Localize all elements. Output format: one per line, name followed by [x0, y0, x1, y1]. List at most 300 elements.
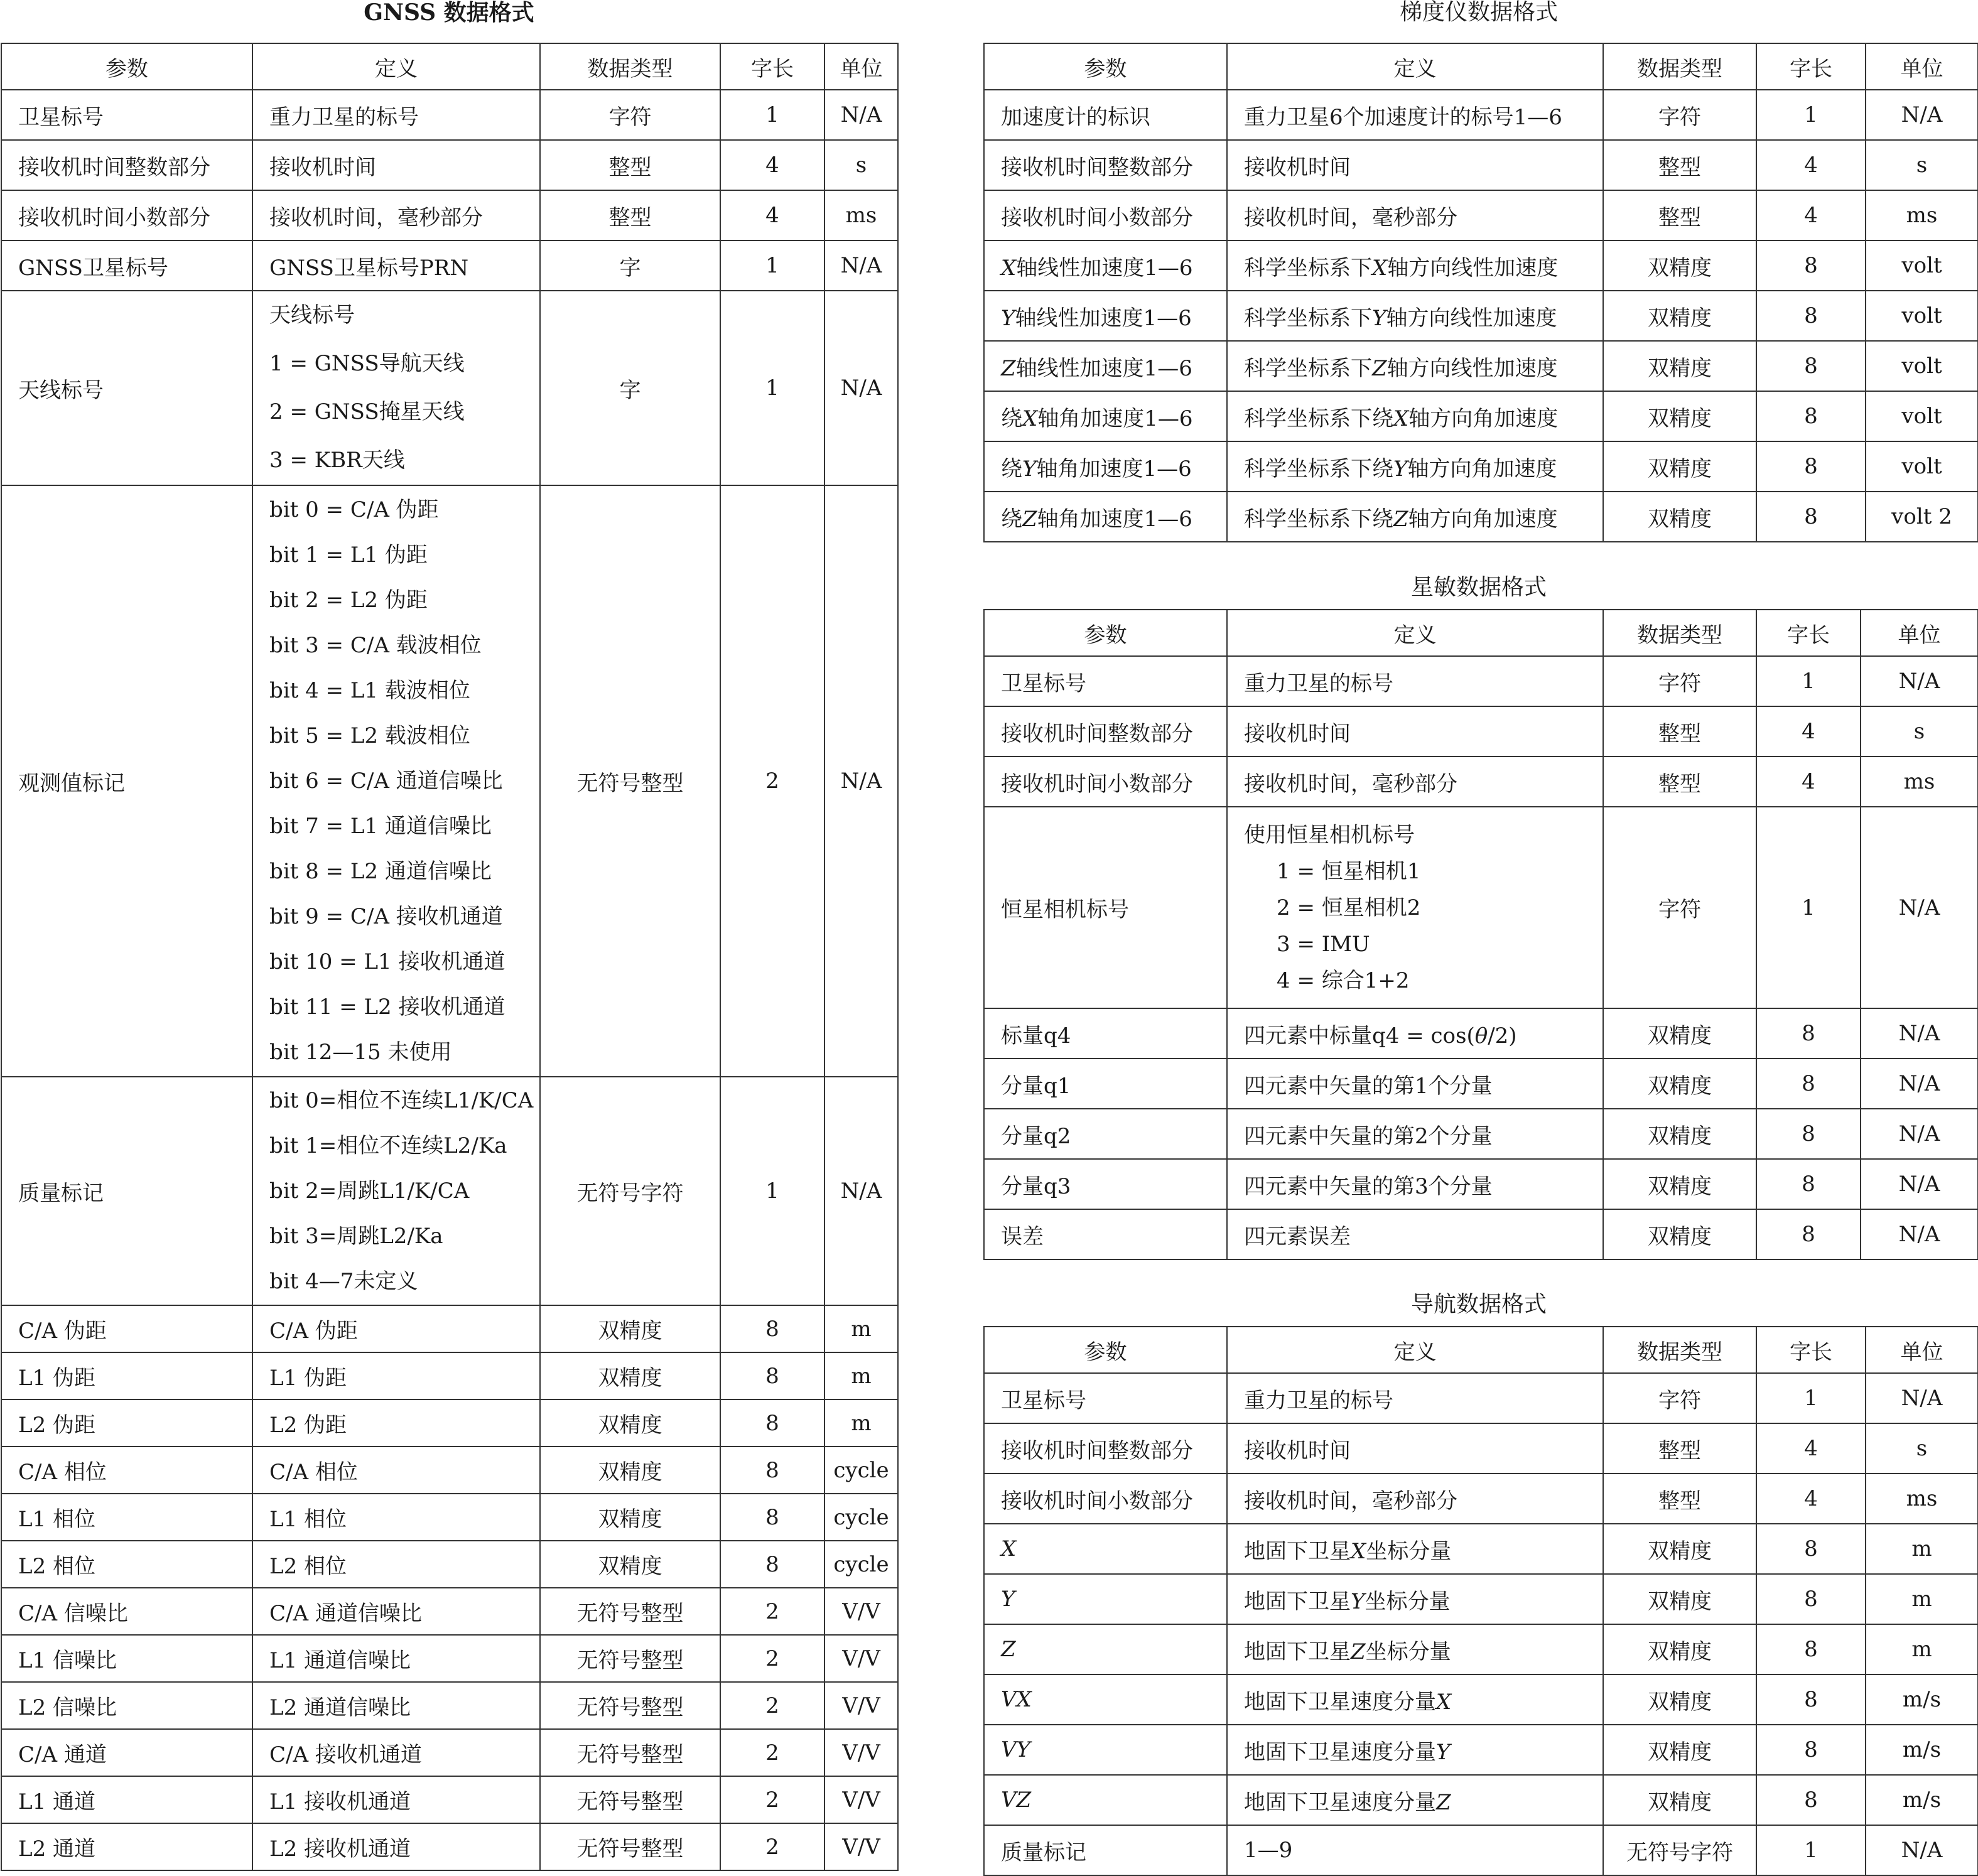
- cell-param: 卫星标号: [984, 656, 1227, 706]
- cell-data-type: 双精度: [1603, 1524, 1756, 1574]
- cell-word-length: 2: [720, 1823, 824, 1870]
- cell-definition-list: [252, 1077, 540, 1305]
- table-row: [984, 1373, 1978, 1423]
- table-row: [1, 190, 898, 240]
- cell-definition: 重力卫星的标号: [1227, 1373, 1603, 1423]
- cell-param: [984, 1725, 1227, 1775]
- cell-data-type: 无符号字符: [540, 1077, 720, 1305]
- definition-text: 轴方向角加速度: [1407, 456, 1557, 482]
- header-data-type: 数据类型: [1603, 43, 1756, 90]
- cell-word-length: 4: [1756, 1474, 1866, 1524]
- cell-word-length: 8: [720, 1447, 824, 1494]
- cell-data-type: 无符号字符: [1603, 1825, 1756, 1875]
- cell-data-type: 双精度: [1603, 291, 1756, 341]
- definition-line: bit 11 = L2 接收机通道: [269, 995, 505, 1020]
- navigation-table: [983, 1326, 1978, 1876]
- cell-unit: N/A: [824, 240, 898, 291]
- cell-data-type: 无符号整型: [540, 1776, 720, 1823]
- table-header-row: [1, 43, 898, 90]
- definition-text: 科学坐标系下: [1244, 355, 1372, 381]
- cell-unit: cycle: [824, 1494, 898, 1541]
- definition-line: bit 4 = L1 载波相位: [269, 678, 470, 703]
- cell-unit: m/s: [1866, 1674, 1978, 1725]
- cell-word-length: 8: [1756, 1775, 1866, 1825]
- axis-symbol: Y: [1001, 305, 1015, 331]
- cell-word-length: 8: [1756, 1109, 1861, 1159]
- table-row: [984, 1624, 1978, 1674]
- cell-definition: [1227, 1775, 1603, 1825]
- cell-definition: 四元素误差: [1227, 1209, 1603, 1259]
- cell-unit: N/A: [824, 90, 898, 140]
- coordinate-symbol: Z: [1001, 1637, 1016, 1662]
- definition-text: 轴方向角加速度: [1408, 406, 1559, 431]
- definition-line: bit 0=相位不连续L1/K/CA: [269, 1088, 534, 1113]
- cell-data-type: 双精度: [540, 1494, 720, 1541]
- definition-text: 四元素中标量q4 = cos(: [1244, 1023, 1475, 1049]
- definition-line: 1 = GNSS导航天线: [269, 351, 465, 376]
- cell-definition: 接收机时间: [1227, 140, 1603, 190]
- cell-word-length: 1: [720, 240, 824, 291]
- cell-word-length: 8: [1756, 441, 1866, 492]
- header-definition: 定义: [1227, 43, 1603, 90]
- cell-unit: m: [824, 1399, 898, 1447]
- cell-data-type: 双精度: [1603, 1059, 1756, 1109]
- axis-symbol: Z: [1436, 1789, 1451, 1815]
- table-header-row: [984, 1327, 1978, 1373]
- cell-word-length: 1: [1756, 90, 1866, 140]
- cell-definition-list: [252, 485, 540, 1077]
- cell-word-length: 8: [1756, 1209, 1861, 1259]
- cell-unit: V/V: [824, 1776, 898, 1823]
- table-row: [1, 1494, 898, 1541]
- cell-unit: volt: [1866, 441, 1978, 492]
- cell-word-length: 2: [720, 1682, 824, 1729]
- definition-line: 天线标号: [269, 303, 355, 328]
- cell-definition: 1—9: [1227, 1825, 1603, 1875]
- axis-symbol: X: [1393, 406, 1409, 431]
- cell-unit: N/A: [1861, 1059, 1978, 1109]
- cell-unit: ms: [1866, 1474, 1978, 1524]
- axis-symbol: Z: [1022, 506, 1037, 532]
- cell-data-type: 整型: [1603, 1474, 1756, 1524]
- cell-definition: [1227, 1008, 1603, 1059]
- cell-definition: L1 伪距: [252, 1352, 540, 1399]
- cell-param: 天线标号: [1, 291, 252, 485]
- cell-data-type: 字符: [540, 90, 720, 140]
- axis-symbol: X: [1001, 255, 1017, 281]
- param-text: 轴角加速度1—6: [1036, 456, 1192, 482]
- cell-unit: N/A: [1861, 1008, 1978, 1059]
- table-row: [1, 1352, 898, 1399]
- cell-param: 接收机时间小数部分: [984, 757, 1227, 807]
- header-definition: 定义: [252, 43, 540, 90]
- cell-param: [984, 1624, 1227, 1674]
- table-header-row: [984, 610, 1978, 656]
- cell-param: 加速度计的标识: [984, 90, 1227, 140]
- cell-definition: [1227, 1524, 1603, 1574]
- cell-word-length: 8: [1756, 1008, 1861, 1059]
- cell-data-type: 字符: [1603, 90, 1756, 140]
- gnss-table-title: GNSS 数据格式: [364, 0, 534, 26]
- cell-word-length: 8: [1756, 1624, 1866, 1674]
- definition-text: 地固下卫星速度分量: [1244, 1789, 1436, 1815]
- cell-unit: N/A: [824, 1077, 898, 1305]
- cell-param: L1 相位: [1, 1494, 252, 1541]
- cell-unit: cycle: [824, 1541, 898, 1588]
- table-row: [1, 1776, 898, 1823]
- cell-unit: N/A: [1861, 1159, 1978, 1209]
- cell-unit: s: [1866, 140, 1978, 190]
- cell-word-length: 1: [1756, 807, 1861, 1008]
- cell-definition: 接收机时间，毫秒部分: [1227, 1474, 1603, 1524]
- cell-definition: 重力卫星6个加速度计的标号1—6: [1227, 90, 1603, 140]
- cell-data-type: 整型: [1603, 1423, 1756, 1474]
- cell-word-length: 8: [1756, 341, 1866, 391]
- table-row: [984, 757, 1978, 807]
- cell-word-length: 4: [1756, 190, 1866, 240]
- cell-data-type: 双精度: [1603, 1574, 1756, 1624]
- cell-data-type: 双精度: [1603, 240, 1756, 291]
- definition-line: bit 9 = C/A 接收机通道: [269, 904, 503, 929]
- cell-param: 误差: [984, 1209, 1227, 1259]
- cell-word-length: 1: [720, 291, 824, 485]
- param-text: 轴角加速度1—6: [1037, 506, 1192, 532]
- theta-symbol: θ: [1474, 1023, 1488, 1049]
- definition-line: bit 0 = C/A 伪距: [269, 497, 439, 522]
- cell-definition: C/A 接收机通道: [252, 1729, 540, 1776]
- cell-definition: 接收机时间: [252, 140, 540, 190]
- header-param: 参数: [984, 610, 1227, 656]
- table-row: [1, 1541, 898, 1588]
- axis-symbol: Y: [1372, 305, 1386, 331]
- cell-definition: 四元素中矢量的第1个分量: [1227, 1059, 1603, 1109]
- cell-data-type: 整型: [1603, 190, 1756, 240]
- definition-line: bit 10 = L1 接收机通道: [269, 949, 505, 974]
- table-row: [984, 391, 1978, 441]
- cell-param: L2 相位: [1, 1541, 252, 1588]
- table-row: [984, 1423, 1978, 1474]
- cell-unit: ms: [1861, 757, 1978, 807]
- header-definition: 定义: [1227, 1327, 1603, 1373]
- cell-param: C/A 相位: [1, 1447, 252, 1494]
- cell-param: 标量q4: [984, 1008, 1227, 1059]
- cell-definition: L2 接收机通道: [252, 1823, 540, 1870]
- definition-line: bit 1 = L1 伪距: [269, 542, 428, 568]
- cell-data-type: 双精度: [1603, 1674, 1756, 1725]
- header-unit: 单位: [1861, 610, 1978, 656]
- cell-unit: s: [1861, 706, 1978, 757]
- star-sensor-table: [983, 609, 1978, 1260]
- cell-unit: volt: [1866, 391, 1978, 441]
- cell-unit: V/V: [824, 1729, 898, 1776]
- cell-data-type: 双精度: [1603, 492, 1756, 542]
- table-row: [984, 1474, 1978, 1524]
- table-row: [1, 485, 898, 1077]
- definition-text: 轴方向线性加速度: [1387, 255, 1559, 281]
- cell-data-type: 双精度: [540, 1305, 720, 1352]
- cell-definition: 重力卫星的标号: [252, 90, 540, 140]
- cell-definition: L2 通道信噪比: [252, 1682, 540, 1729]
- cell-definition: 四元素中矢量的第3个分量: [1227, 1159, 1603, 1209]
- header-word-length: 字长: [1756, 610, 1861, 656]
- cell-unit: V/V: [824, 1682, 898, 1729]
- cell-param: [984, 391, 1227, 441]
- cell-unit: N/A: [824, 485, 898, 1077]
- table-row: [1, 1635, 898, 1682]
- axis-symbol: Z: [1351, 1639, 1366, 1664]
- cell-param: 分量q1: [984, 1059, 1227, 1109]
- cell-param: 分量q3: [984, 1159, 1227, 1209]
- cell-data-type: 双精度: [1603, 1775, 1756, 1825]
- cell-unit: V/V: [824, 1588, 898, 1635]
- cell-param: 接收机时间整数部分: [984, 140, 1227, 190]
- coordinate-symbol: Y: [1001, 1587, 1015, 1612]
- cell-param: 恒星相机标号: [984, 807, 1227, 1008]
- definition-text: 坐标分量: [1365, 1588, 1451, 1614]
- cell-word-length: 8: [720, 1399, 824, 1447]
- definition-line: 3 = KBR天线: [269, 448, 405, 473]
- cell-unit: m: [1866, 1524, 1978, 1574]
- cell-param: L1 信噪比: [1, 1635, 252, 1682]
- cell-unit: N/A: [1861, 656, 1978, 706]
- axis-symbol: Y: [1393, 456, 1408, 482]
- cell-word-length: 1: [1756, 1825, 1866, 1875]
- cell-definition: 四元素中矢量的第2个分量: [1227, 1109, 1603, 1159]
- param-text: 轴线性加速度1—6: [1015, 305, 1192, 331]
- definition-line: 2 = GNSS掩星天线: [269, 399, 465, 424]
- cell-data-type: 无符号整型: [540, 1635, 720, 1682]
- cell-word-length: 2: [720, 1635, 824, 1682]
- cell-word-length: 8: [1756, 391, 1866, 441]
- cell-word-length: 8: [1756, 1725, 1866, 1775]
- definition-line: bit 2=周跳L1/K/CA: [269, 1178, 470, 1204]
- definition-text: 轴方向角加速度: [1408, 506, 1558, 532]
- axis-symbol: X: [1372, 255, 1388, 281]
- cell-data-type: 双精度: [1603, 441, 1756, 492]
- cell-param: [984, 1574, 1227, 1624]
- definition-line: bit 4—7未定义: [269, 1269, 418, 1294]
- cell-data-type: 字: [540, 240, 720, 291]
- cell-definition: L1 相位: [252, 1494, 540, 1541]
- cell-definition: [1227, 391, 1603, 441]
- definition-line: bit 6 = C/A 通道信噪比: [269, 768, 503, 794]
- cell-word-length: 8: [1756, 1059, 1861, 1109]
- cell-data-type: 双精度: [1603, 1624, 1756, 1674]
- velocity-symbol: VX: [1001, 1687, 1032, 1712]
- cell-param: C/A 通道: [1, 1729, 252, 1776]
- cell-param: 接收机时间整数部分: [984, 706, 1227, 757]
- cell-unit: V/V: [824, 1823, 898, 1870]
- header-param: 参数: [984, 43, 1227, 90]
- cell-word-length: 4: [1756, 140, 1866, 190]
- definition-text: 科学坐标系下: [1244, 255, 1372, 281]
- cell-word-length: 1: [1756, 1373, 1866, 1423]
- cell-definition: C/A 相位: [252, 1447, 540, 1494]
- definition-text: 科学坐标系下绕: [1244, 406, 1393, 431]
- cell-data-type: 双精度: [1603, 1209, 1756, 1259]
- table-row: [1, 291, 898, 485]
- cell-unit: volt: [1866, 341, 1978, 391]
- cell-data-type: 整型: [540, 140, 720, 190]
- cell-word-length: 8: [1756, 240, 1866, 291]
- table-row: [984, 492, 1978, 542]
- definition-line: bit 2 = L2 伪距: [269, 588, 428, 613]
- table-row: [984, 240, 1978, 291]
- definition-text: 地固下卫星: [1244, 1639, 1351, 1664]
- cell-data-type: 无符号整型: [540, 485, 720, 1077]
- table-row: [984, 1159, 1978, 1209]
- cell-data-type: 整型: [540, 190, 720, 240]
- table-row: [1, 1077, 898, 1305]
- cell-unit: V/V: [824, 1635, 898, 1682]
- cell-data-type: 双精度: [540, 1447, 720, 1494]
- definition-line: bit 3 = C/A 载波相位: [269, 633, 482, 658]
- axis-symbol: Y: [1436, 1739, 1451, 1765]
- cell-definition: [1227, 1725, 1603, 1775]
- table-row: [984, 441, 1978, 492]
- cell-definition: L1 通道信噪比: [252, 1635, 540, 1682]
- definition-line: bit 5 = L2 载波相位: [269, 723, 470, 748]
- cell-unit: N/A: [1866, 90, 1978, 140]
- cell-word-length: 8: [1756, 492, 1866, 542]
- cell-word-length: 8: [1756, 1674, 1866, 1725]
- cell-param: [984, 492, 1227, 542]
- cell-param: [984, 441, 1227, 492]
- definition-line: 使用恒星相机标号: [1244, 822, 1415, 848]
- cell-param: 接收机时间小数部分: [1, 190, 252, 240]
- definition-text: 地固下卫星: [1244, 1588, 1351, 1614]
- cell-unit: volt: [1866, 291, 1978, 341]
- cell-definition-list: [1227, 807, 1603, 1008]
- definition-line: 3 = IMU: [1277, 931, 1370, 957]
- cell-data-type: 双精度: [1603, 1725, 1756, 1775]
- cell-param: 接收机时间整数部分: [984, 1423, 1227, 1474]
- cell-unit: m: [824, 1305, 898, 1352]
- cell-unit: N/A: [1861, 1109, 1978, 1159]
- cell-param: [984, 240, 1227, 291]
- cell-word-length: 8: [1756, 1574, 1866, 1624]
- table-row: [984, 291, 1978, 341]
- table-row: [984, 1109, 1978, 1159]
- table-row: [984, 140, 1978, 190]
- cell-definition: 接收机时间，毫秒部分: [1227, 757, 1603, 807]
- cell-word-length: 8: [720, 1494, 824, 1541]
- header-unit: 单位: [1866, 43, 1978, 90]
- cell-param: 卫星标号: [984, 1373, 1227, 1423]
- table-row: [984, 1775, 1978, 1825]
- cell-word-length: 8: [1756, 1524, 1866, 1574]
- axis-symbol: X: [1436, 1689, 1452, 1715]
- cell-data-type: 字符: [1603, 807, 1756, 1008]
- axis-symbol: Y: [1022, 456, 1037, 482]
- definition-text: 坐标分量: [1365, 1639, 1451, 1664]
- cell-word-length: 4: [720, 190, 824, 240]
- definition-line: 2 = 恒星相机2: [1277, 895, 1421, 920]
- definition-text: 科学坐标系下绕: [1244, 506, 1393, 532]
- navigation-table-title: 导航数据格式: [1410, 1291, 1547, 1317]
- cell-definition: 接收机时间: [1227, 706, 1603, 757]
- cell-unit: volt: [1866, 240, 1978, 291]
- table-row: [1, 140, 898, 190]
- param-text: 绕: [1001, 406, 1022, 431]
- cell-definition: 重力卫星的标号: [1227, 656, 1603, 706]
- cell-definition: [1227, 1574, 1603, 1624]
- cell-param: C/A 伪距: [1, 1305, 252, 1352]
- definition-text: 地固下卫星速度分量: [1244, 1689, 1436, 1715]
- definition-line: 1 = 恒星相机1: [1277, 858, 1421, 884]
- cell-word-length: 8: [720, 1305, 824, 1352]
- cell-definition: [1227, 1624, 1603, 1674]
- cell-param: 卫星标号: [1, 90, 252, 140]
- cell-word-length: 2: [720, 1588, 824, 1635]
- table-row: [984, 1674, 1978, 1725]
- definition-line: bit 8 = L2 通道信噪比: [269, 859, 492, 884]
- axis-symbol: X: [1022, 406, 1038, 431]
- gradiometer-table: [983, 43, 1978, 542]
- cell-param: 分量q2: [984, 1109, 1227, 1159]
- cell-unit: m/s: [1866, 1775, 1978, 1825]
- header-unit: 单位: [824, 43, 898, 90]
- table-row: [984, 1825, 1978, 1875]
- cell-data-type: 双精度: [1603, 341, 1756, 391]
- cell-unit: N/A: [1861, 1209, 1978, 1259]
- param-text: 绕: [1001, 456, 1022, 482]
- cell-param: GNSS卫星标号: [1, 240, 252, 291]
- axis-symbol: Y: [1351, 1588, 1365, 1614]
- cell-data-type: 双精度: [1603, 391, 1756, 441]
- cell-data-type: 双精度: [540, 1352, 720, 1399]
- cell-unit: m: [1866, 1574, 1978, 1624]
- cell-definition: [1227, 341, 1603, 391]
- table-row: [984, 341, 1978, 391]
- cell-definition: [1227, 441, 1603, 492]
- cell-unit: m/s: [1866, 1725, 1978, 1775]
- cell-word-length: 1: [720, 90, 824, 140]
- cell-definition: L2 伪距: [252, 1399, 540, 1447]
- param-text: 轴线性加速度1—6: [1015, 355, 1192, 381]
- cell-param: 接收机时间整数部分: [1, 140, 252, 190]
- definition-text: 轴方向线性加速度: [1386, 305, 1557, 331]
- table-row: [1, 1399, 898, 1447]
- cell-word-length: 1: [1756, 656, 1861, 706]
- definition-text: /2): [1488, 1023, 1517, 1049]
- cell-data-type: 无符号整型: [540, 1729, 720, 1776]
- cell-word-length: 1: [720, 1077, 824, 1305]
- cell-word-length: 4: [1756, 706, 1861, 757]
- cell-data-type: 字符: [1603, 656, 1756, 706]
- table-row: [984, 1574, 1978, 1624]
- table-row: [984, 190, 1978, 240]
- cell-definition-list: [252, 291, 540, 485]
- header-data-type: 数据类型: [1603, 1327, 1756, 1373]
- table-row: [984, 1524, 1978, 1574]
- cell-unit: volt 2: [1866, 492, 1978, 542]
- table-row: [1, 1682, 898, 1729]
- cell-word-length: 2: [720, 1729, 824, 1776]
- cell-data-type: 整型: [1603, 706, 1756, 757]
- cell-param: [984, 1775, 1227, 1825]
- param-text: 轴线性加速度1—6: [1016, 255, 1193, 281]
- definition-text: 地固下卫星速度分量: [1244, 1739, 1436, 1765]
- header-param: 参数: [1, 43, 252, 90]
- definition-line: bit 12—15 未使用: [269, 1040, 452, 1065]
- cell-param: L2 伪距: [1, 1399, 252, 1447]
- table-row: [984, 90, 1978, 140]
- cell-data-type: 整型: [1603, 757, 1756, 807]
- cell-unit: ms: [824, 190, 898, 240]
- cell-param: 质量标记: [1, 1077, 252, 1305]
- cell-definition: [1227, 291, 1603, 341]
